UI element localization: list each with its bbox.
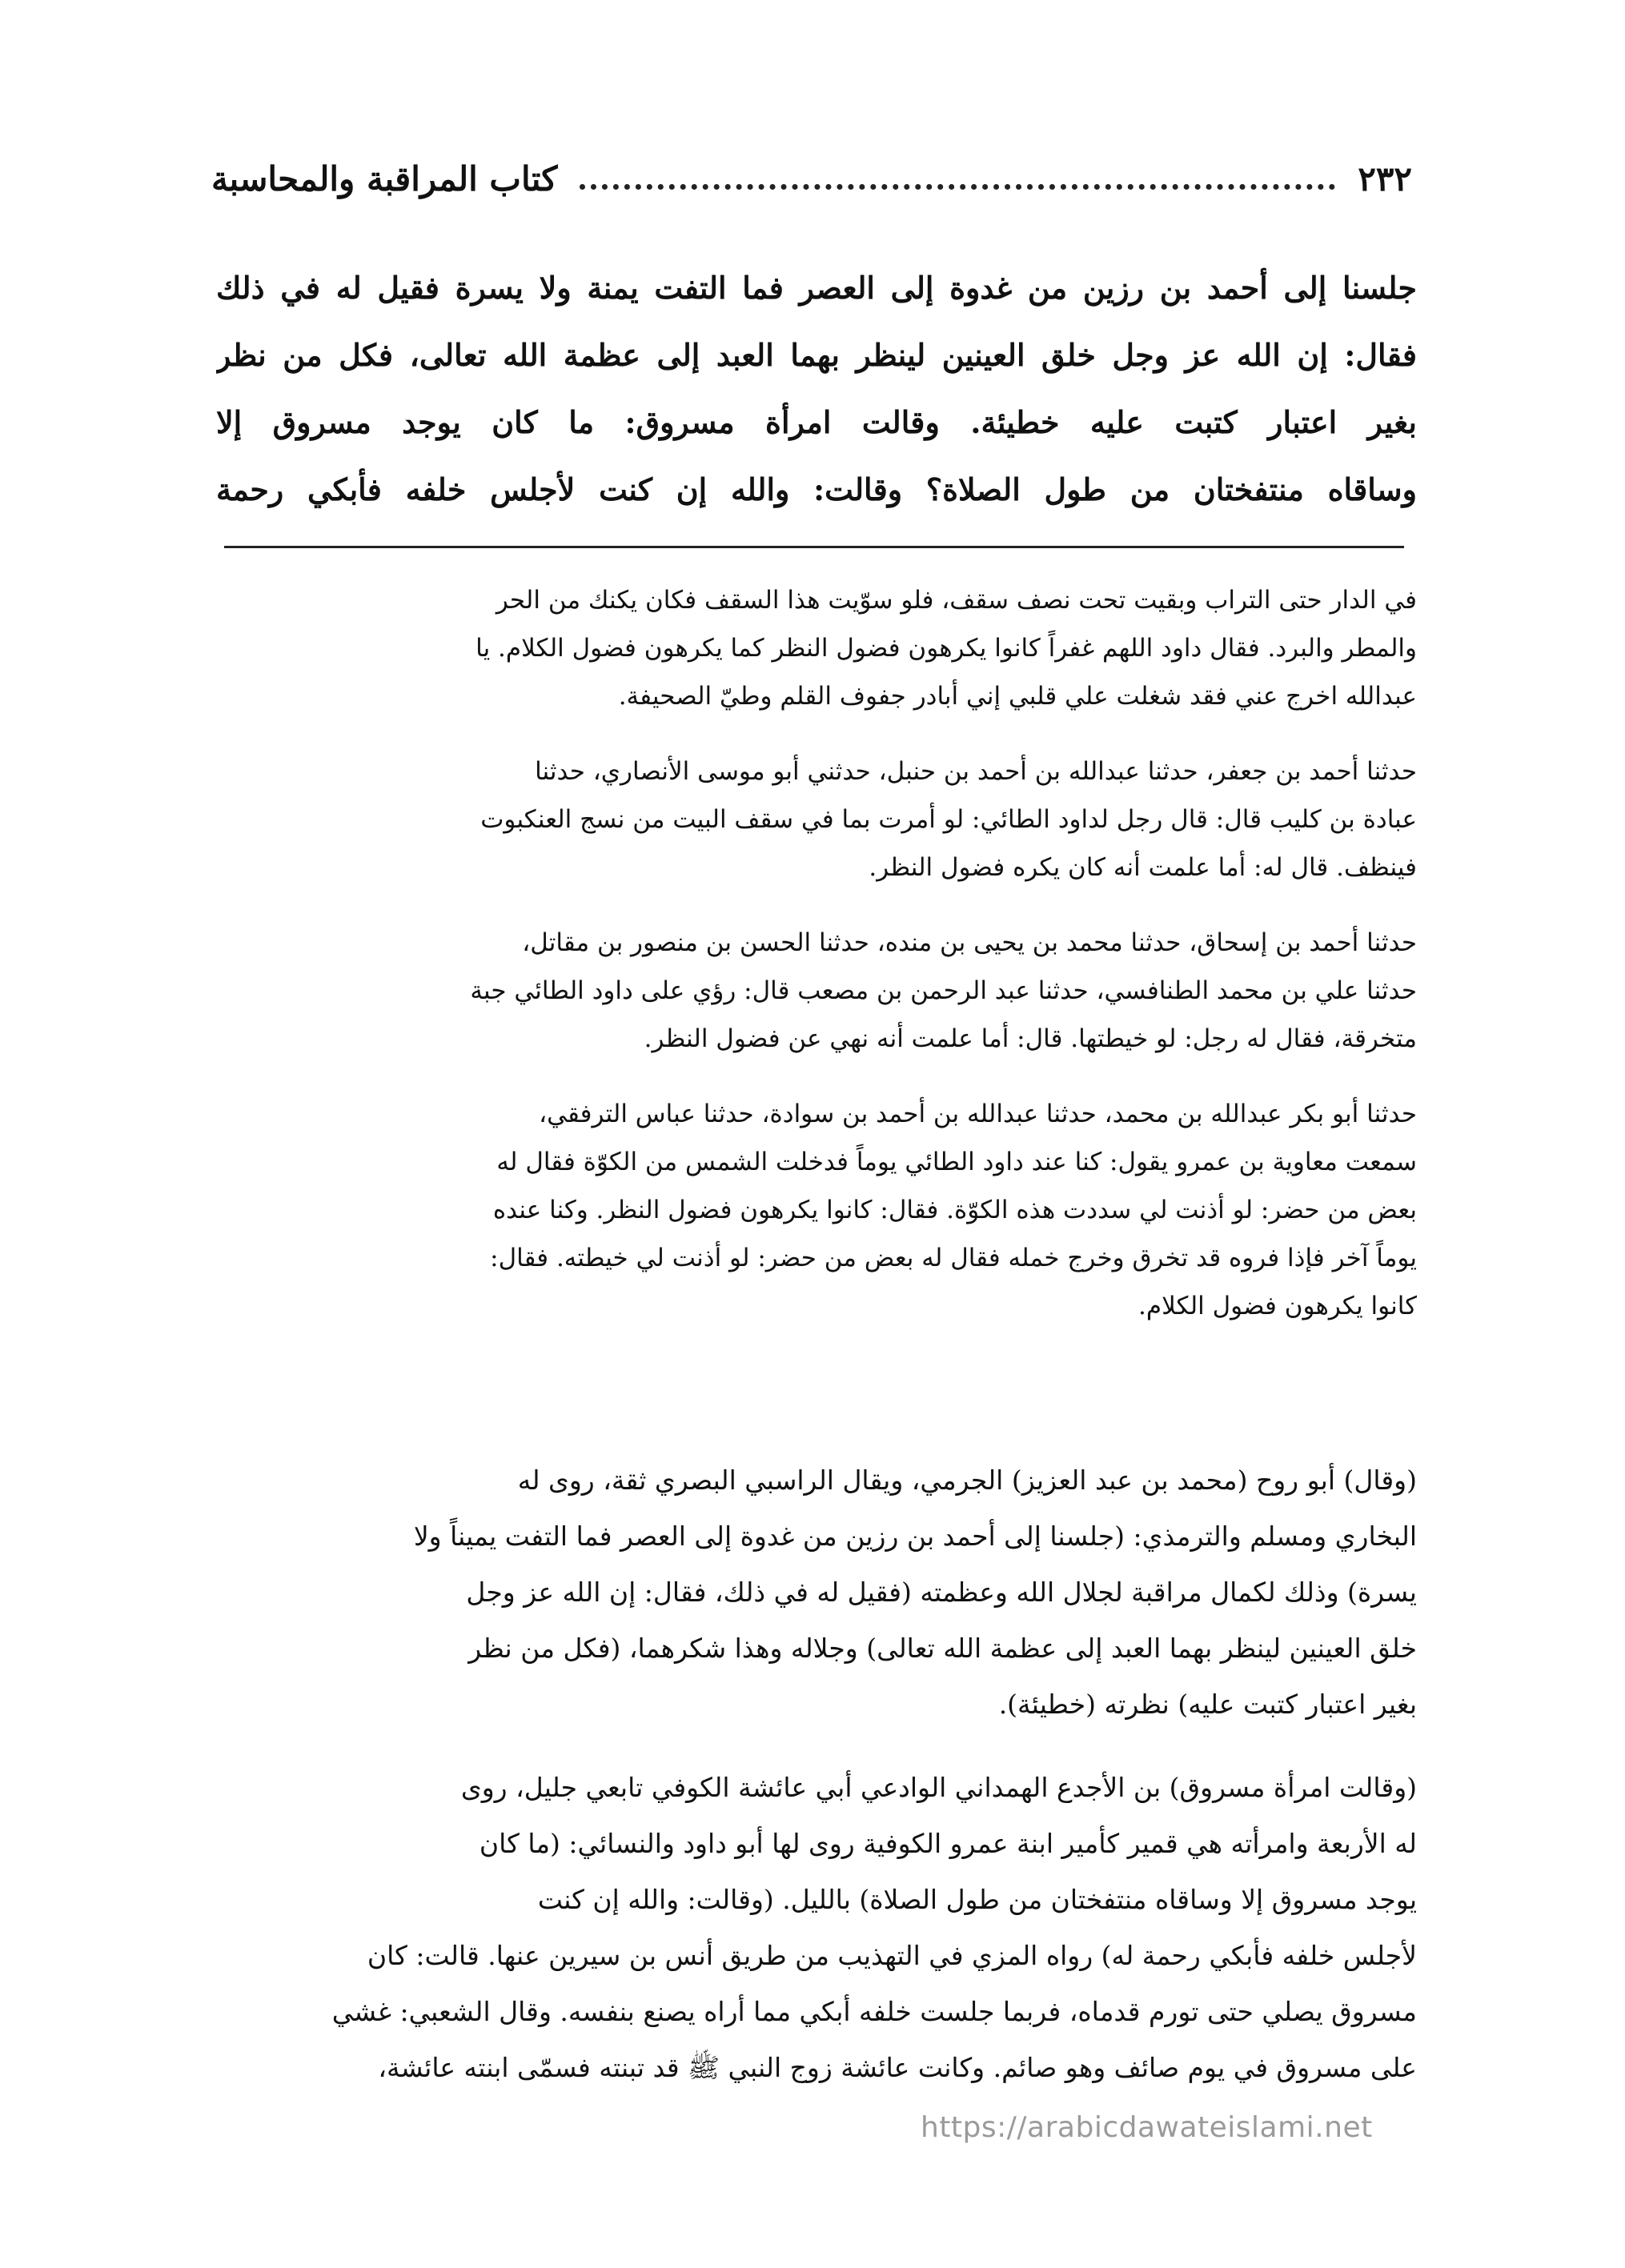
footnote-line: والمطر والبرد. فقال داود اللهم غفراً كانوا يكرهون فضول النظر كما يكرهون فضول الكلام. يا (475, 634, 1417, 663)
commentary-line: لأجلس خلفه فأبكي رحمة له) رواه المزي في التهذيب من طريق أنس بن سيرين عنها. قالت: كان (367, 1940, 1417, 1971)
footnote-line: كانوا يكرهون فضول الكلام. (1138, 1292, 1417, 1320)
footnote-line: حدثنا أحمد بن جعفر، حدثنا عبدالله بن أحمد بن حنبل، حدثني أبو موسى الأنصاري، حدثنا (535, 757, 1417, 786)
footnote-line: بعض من حضر: لو أذنت لي سددت هذه الكوّة. فقال: كانوا يكرهون فضول النظر. وكنا عنده (492, 1196, 1417, 1224)
commentary-line: يوجد مسروق إلا وساقاه منتفختان من طول الصلاة) بالليل. (وقالت: والله إن كنت (537, 1884, 1417, 1915)
footnote-line: فينظف. قال له: أما علمت أنه كان يكره فضول النظر. (869, 853, 1417, 882)
commentary-line: على مسروق في يوم صائف وهو صائم. وكانت عائشة زوج النبي ﷺ قد تبنته فسمّى ابنته عائشة، (378, 2052, 1417, 2083)
footnote-line: حدثنا أبو بكر عبدالله بن محمد، حدثنا عبدالله بن أحمد بن سوادة، حدثنا عباس الترفقي، (539, 1100, 1417, 1128)
commentary-paragraph (216, 1453, 1417, 1733)
commentary-paragraph (216, 1760, 1417, 2096)
footnote-paragraph (216, 919, 1417, 1063)
main-text-line: جلسنا إلى أحمد بن رزين من غدوة إلى العصر فما التفت يمنة ولا يسرة فقيل له في ذلك (216, 270, 1417, 306)
page-header (211, 150, 1412, 206)
footnote-paragraph (216, 1090, 1417, 1330)
main-text-line: فقال: إن الله عز وجل خلق العينين لينظر بهما العبد إلى عظمة الله تعالى، فكل من نظر (216, 337, 1417, 373)
footnote-paragraph (216, 747, 1417, 892)
commentary-line: يسرة) وذلك لكمال مراقبة لجلال الله وعظمته (فقيل له في ذلك، فقال: إن الله عز وجل (466, 1577, 1417, 1608)
footnote-line: حدثنا أحمد بن إسحاق، حدثنا محمد بن يحيى بن منده، حدثنا الحسن بن منصور بن مقاتل، (522, 928, 1417, 957)
commentary-line: خلق العينين لينظر بهما العبد إلى عظمة الله تعالى) وجلاله وهذا شكرهما، (فكل من نظر (468, 1633, 1417, 1664)
footnotes (216, 576, 1417, 1357)
footnote-line: سمعت معاوية بن عمرو يقول: كنا عند داود الطائي يوماً فدخلت الشمس من الكوّة فقال له (496, 1148, 1417, 1176)
main-text-line: وساقاه منتفختان من طول الصلاة؟ وقالت: والله إن كنت لأجلس خلفه فأبكي رحمة (216, 471, 1417, 507)
commentary-line: له الأربعة وامرأته هي قمير كأمير ابنة عمرو الكوفية روى لها أبو داود والنسائي: (ما كان (479, 1828, 1417, 1859)
commentary-line: البخاري ومسلم والترمذي: (جلسنا إلى أحمد بن رزين من غدوة إلى العصر فما التفت يميناً ولا (413, 1521, 1417, 1552)
main-text (216, 254, 1417, 523)
footnote-divider (224, 546, 1404, 548)
page-number: ٢٣٢ (1358, 158, 1412, 198)
footnote-line: عبدالله اخرج عني فقد شغلت علي قلبي إني أبادر جفوف القلم وطيّ الصحيفة. (618, 682, 1417, 711)
book-title: كتاب المراقبة والمحاسبة (211, 158, 558, 198)
watermark-url: https://arabicdawateislami.net (921, 2111, 1373, 2144)
commentary-line: (وقال) أبو روح (محمد بن عبد العزيز) الجرمي، ويقال الراسبي البصري ثقة، روى له (517, 1465, 1417, 1496)
footnote-line: يوماً آخر فإذا فروه قد تخرق وخرج خمله فقال له بعض من حضر: لو أذنت لي خيطته. فقال: (490, 1244, 1417, 1272)
footnote-line: متخرقة، فقال له رجل: لو خيطتها. قال: أما علمت أنه نهي عن فضول النظر. (644, 1024, 1417, 1053)
header-dotted-leader (580, 184, 1335, 190)
footnote-line: في الدار حتى التراب وبقيت تحت نصف سقف، فلو سوّيت هذا السقف فكان يكنك من الحر (496, 586, 1417, 615)
main-text-line: بغير اعتبار كتبت عليه خطيئة. وقالت امرأة مسروق: ما كان يوجد مسروق إلا (216, 404, 1417, 440)
footnote-line: حدثنا علي بن محمد الطنافسي، حدثنا عبد الرحمن بن مصعب قال: رؤي على داود الطائي جبة (470, 976, 1417, 1005)
commentary-line: بغير اعتبار كتبت عليه) نظرته (خطيئة). (998, 1689, 1417, 1720)
footnote-line: عبادة بن كليب قال: قال رجل لداود الطائي: لو أمرت بما في سقف البيت من نسج العنكبوت (480, 805, 1417, 834)
commentary-line: (وقالت امرأة مسروق) بن الأجدع الهمداني الوادعي أبي عائشة الكوفي تابعي جليل، روى (460, 1772, 1417, 1803)
commentary (216, 1453, 1417, 2123)
footnote-paragraph (216, 576, 1417, 720)
commentary-line: مسروق يصلي حتى تورم قدماه، فربما جلست خلفه أبكي مما أراه يصنع بنفسه. وقال الشعبي: غشي (331, 1996, 1417, 2027)
